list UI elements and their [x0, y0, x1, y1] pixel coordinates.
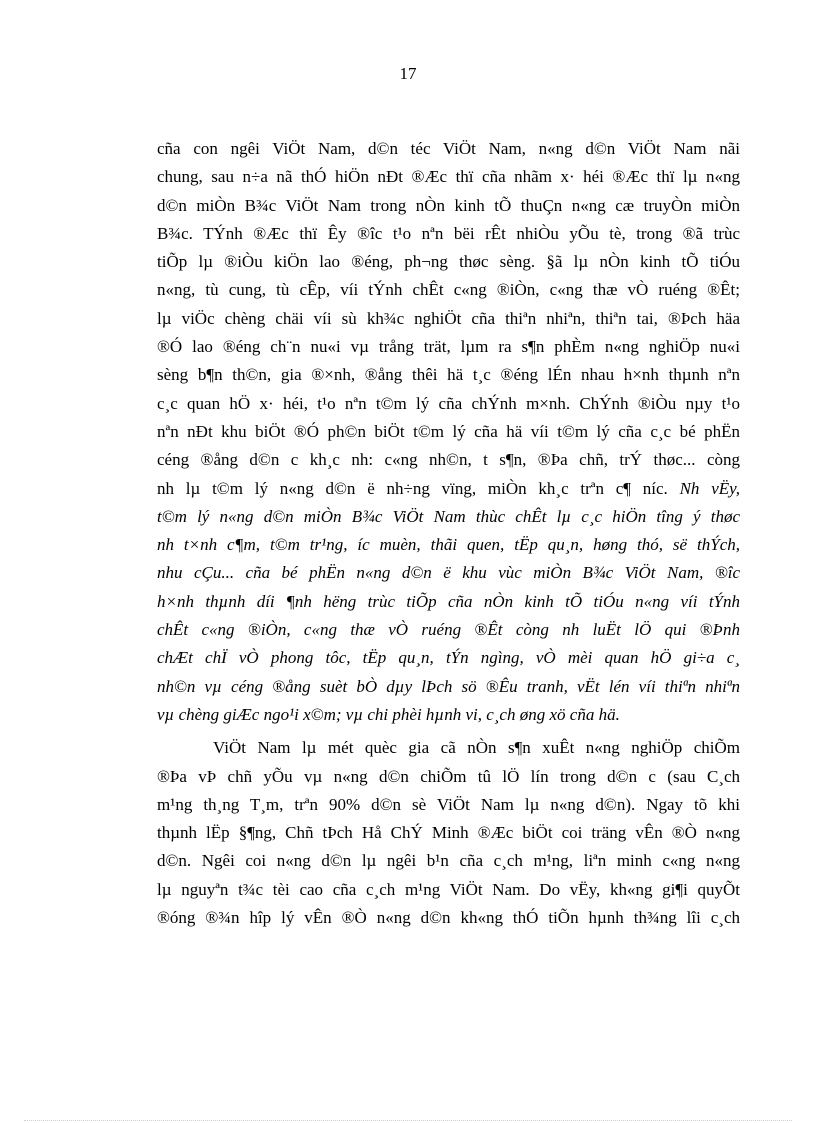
page-number: 17: [399, 64, 417, 83]
page-bottom-rule: [24, 1120, 792, 1121]
text-line: m¹ng th¸ng T¸m, trªn 90% d©n sè ViÖt Nam lµ n«ng d©n). Ngay tõ khi: [157, 794, 740, 814]
text-line: lµ viÖc chèng chäi víi sù kh¾c nghiÖt cña thiªn nhiªn, thiªn tai, ®Þch häa: [157, 308, 740, 328]
body-text: [157, 135, 740, 932]
text-line: c¸c quan hÖ x· héi, t¹o nªn t©m lý cña chÝnh m×nh. ChÝnh ®iÒu nµy t¹o: [157, 393, 740, 413]
text-line: n«ng, tù cung, tù cÊp, víi tÝnh chÊt c«ng ®iÒn, c«ng thæ vÒ ruéng ®Êt;: [157, 280, 740, 300]
text-line: ViÖt Nam lµ mét quèc gia cã nÒn s¶n xuÊt n«ng nghiÖp chiÕm: [213, 738, 740, 758]
text-line: lµ nguyªn t¾c tèi cao cña c¸ch m¹ng ViÖt Nam. Do vËy, kh«ng gi¶i quyÕt: [157, 879, 740, 899]
text-line-mixed: [157, 475, 740, 503]
text-line: sèng b¶n th©n, gia ®×nh, ®ång thêi hä t¸c ®éng lÉn nhau h×nh thµnh nªn: [157, 365, 740, 385]
text-normal-run: nh lµ t©m lý n«ng d©n ë nh÷ng vïng, miÒn kh¸c trªn c¶ níc.: [157, 478, 668, 498]
text-line: céng ®ång d©n c kh¸c nh: c«ng nh©n, t s¶n, ®Þa chñ, trÝ thøc... còng: [157, 450, 740, 470]
text-line-italic: chÆt chÏ vÒ phong tôc, tËp qu¸n, tÝn ngìng, vÒ mèi quan hÖ gi÷a c¸: [157, 648, 740, 668]
text-italic-run: Nh vËy,: [667, 478, 740, 498]
text-line: d©n. Ngêi coi n«ng d©n lµ ngêi b¹n cña c¸ch m¹ng, liªn minh c«ng n«ng: [157, 851, 740, 871]
text-line-italic: nh t×nh c¶m, t©m tr¹ng, íc muèn, thãi quen, tËp qu¸n, høng thó, së thÝch,: [157, 535, 740, 555]
text-line-italic: nh©n vµ céng ®ång suèt bÒ dµy lÞch sö ®Êu tranh, vËt lén víi thiªn nhiªn: [157, 676, 740, 696]
text-line: B¾c. TÝnh ®Æc thï Êy ®îc t¹o nªn bëi rÊt nhiÒu yÕu tè, trong ®ã trùc: [157, 223, 740, 243]
text-line: cña con ngêi ViÖt Nam, d©n téc ViÖt Nam, n«ng d©n ViÖt Nam nãi: [157, 139, 740, 158]
text-line: thµnh lËp §¶ng, Chñ tÞch Hå ChÝ Minh ®Æc biÖt coi träng vÊn ®Ò n«ng: [157, 823, 740, 843]
text-line: nªn nÐt khu biÖt ®Ó ph©n biÖt t©m lý cña hä víi t©m lý cña c¸c bé phËn: [157, 421, 740, 441]
text-line-italic: nhu cÇu... cña bé phËn n«ng d©n ë khu vùc miÒn B¾c ViÖt Nam, ®îc: [157, 563, 740, 583]
text-line: ®Ó lao ®éng ch¨n nu«i vµ trång trät, lµm ra s¶n phÈm n«ng nghiÖp nu«i: [157, 337, 740, 357]
text-line: tiÕp lµ ®iÒu kiÖn lao ®éng, ph¬ng thøc sèng. §ã lµ nÒn kinh tÕ tiÓu: [157, 252, 740, 272]
text-line: d©n miÒn B¾c ViÖt Nam trong nÒn kinh tÕ thuÇn n«ng cæ truyÒn miÒn: [157, 195, 740, 215]
text-line: ®óng ®¾n hîp lý vÊn ®Ò n«ng d©n kh«ng thÓ tiÕn hµnh th¾ng lîi c¸ch: [157, 908, 740, 928]
text-line-italic: vµ chèng giÆc ngo¹i x©m; vµ chi phèi hµnh vi, c¸ch øng xö cña hä.: [157, 704, 620, 724]
text-line: ®Þa vÞ chñ yÕu vµ n«ng d©n chiÕm tû lÖ lín trong d©n c (sau C¸ch: [157, 766, 740, 786]
paragraph-2: [157, 734, 740, 932]
text-line-italic: chÊt c«ng ®iÒn, c«ng thæ vÒ ruéng ®Êt còng nh luËt lÖ qui ®Þnh: [157, 620, 740, 640]
paragraph-1: [157, 135, 740, 729]
text-line: chung, sau n÷a nã thÓ hiÖn nÐt ®Æc thï cña nhãm x· héi ®Æc thï lµ n«ng: [157, 167, 740, 187]
text-line-italic: h×nh thµnh díi ¶nh hëng trùc tiÕp cña nÒn kinh tÕ tiÓu n«ng víi tÝnh: [157, 591, 740, 611]
text-line-italic: t©m lý n«ng d©n miÒn B¾c ViÖt Nam thùc chÊt lµ c¸c hiÖn tîng ý thøc: [157, 506, 740, 526]
